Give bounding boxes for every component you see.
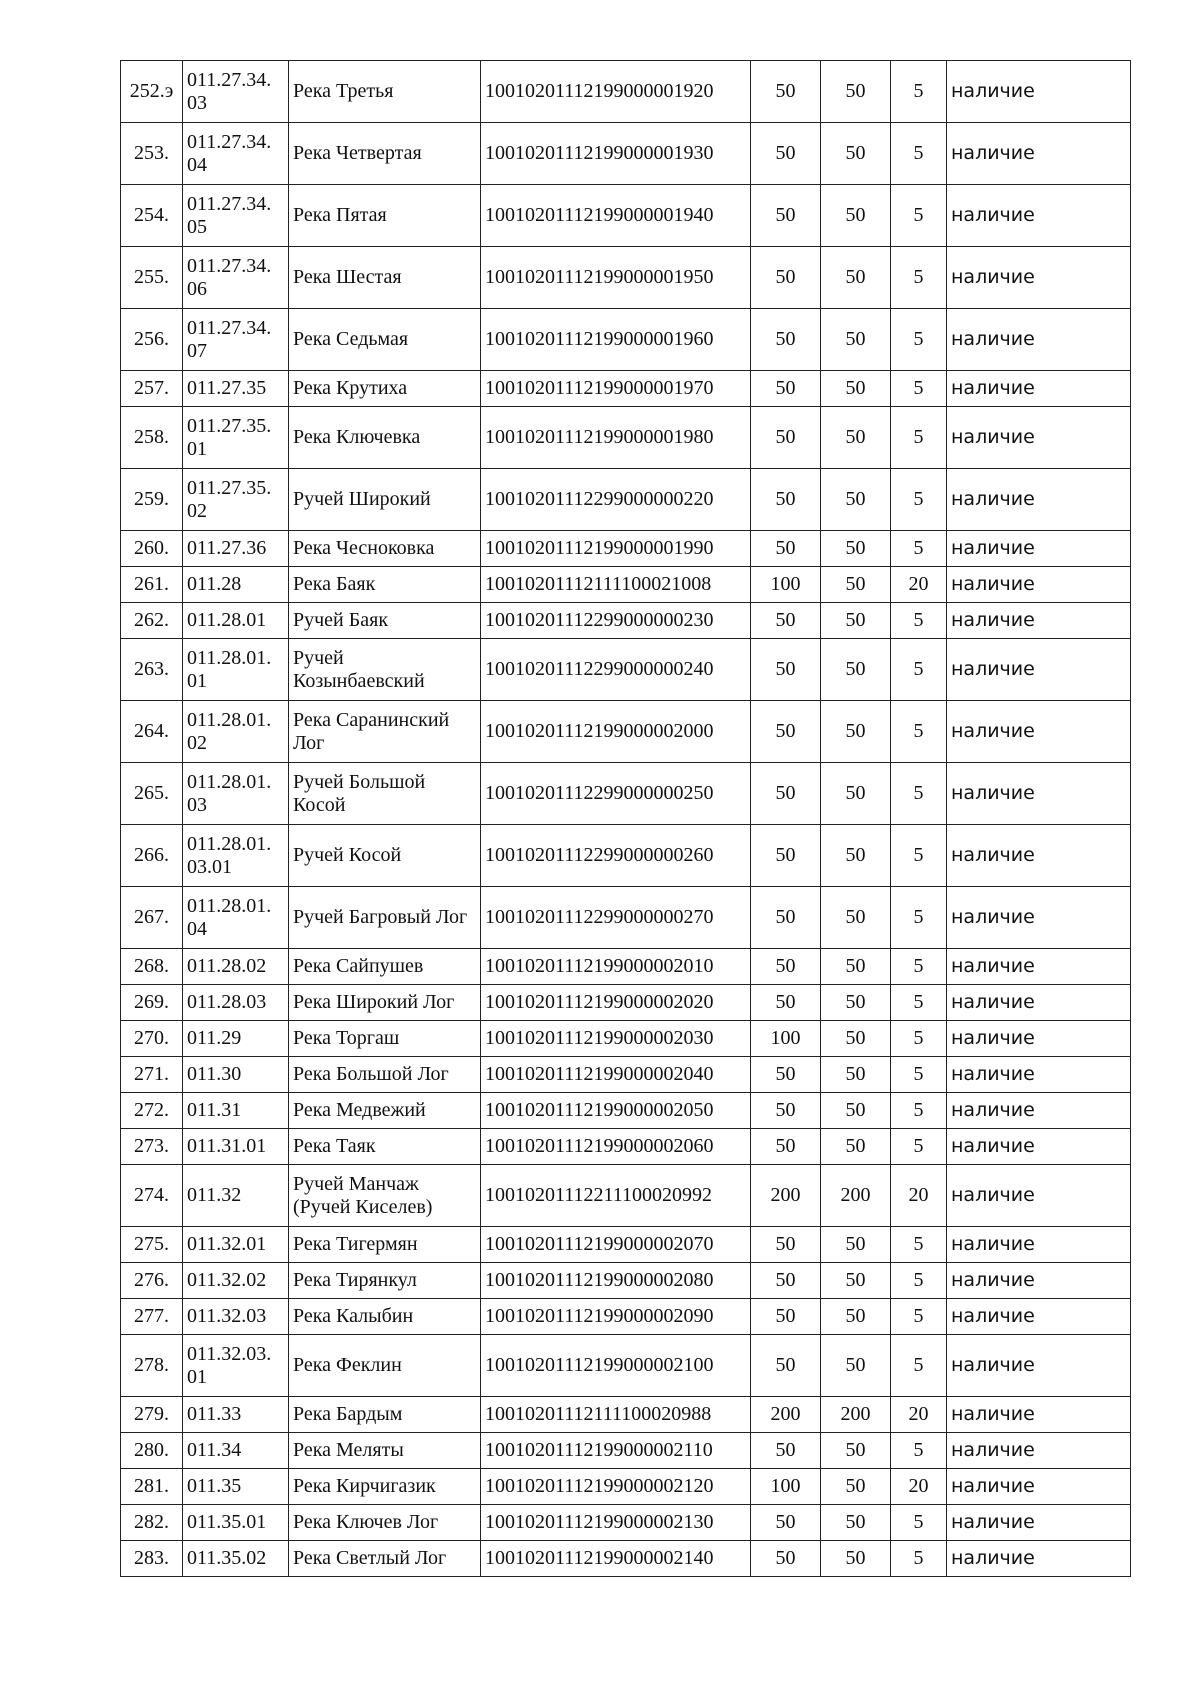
- value-a: 50: [751, 985, 821, 1021]
- value-a: 50: [751, 531, 821, 567]
- row-number: 280.: [121, 1433, 183, 1469]
- registry-id: 10010201112199000002070: [481, 1227, 751, 1263]
- table-row: [121, 407, 1131, 469]
- status-text: наличие: [947, 123, 1131, 185]
- value-b: 50: [821, 1093, 891, 1129]
- value-b: 50: [821, 701, 891, 763]
- registry-id: 10010201112199000002120: [481, 1469, 751, 1505]
- table-row: [121, 639, 1131, 701]
- table-row: [121, 1335, 1131, 1397]
- value-b: 50: [821, 185, 891, 247]
- value-a: 50: [751, 1335, 821, 1397]
- object-name: Река Ключевка: [289, 407, 481, 469]
- value-b: 50: [821, 1299, 891, 1335]
- object-code: 011.30: [183, 1057, 289, 1093]
- status-text: наличие: [947, 1227, 1131, 1263]
- object-code: 011.32.01: [183, 1227, 289, 1263]
- value-a: 50: [751, 1093, 821, 1129]
- object-name: Река Тигермян: [289, 1227, 481, 1263]
- table-row: [121, 1469, 1131, 1505]
- registry-id: 10010201112299000000270: [481, 887, 751, 949]
- row-number: 276.: [121, 1263, 183, 1299]
- value-b: 50: [821, 247, 891, 309]
- row-number: 261.: [121, 567, 183, 603]
- table-row: [121, 247, 1131, 309]
- status-text: наличие: [947, 985, 1131, 1021]
- status-text: наличие: [947, 1093, 1131, 1129]
- object-name: Ручей Большой Косой: [289, 763, 481, 825]
- registry-id: 10010201112111100021008: [481, 567, 751, 603]
- registry-id: 10010201112199000002040: [481, 1057, 751, 1093]
- value-c: 5: [891, 1263, 947, 1299]
- value-c: 5: [891, 1129, 947, 1165]
- status-text: наличие: [947, 887, 1131, 949]
- value-c: 5: [891, 985, 947, 1021]
- value-c: 20: [891, 1165, 947, 1227]
- table-row: [121, 1165, 1131, 1227]
- value-a: 50: [751, 1541, 821, 1577]
- row-number: 253.: [121, 123, 183, 185]
- table-row: [121, 985, 1131, 1021]
- value-b: 50: [821, 1469, 891, 1505]
- status-text: наличие: [947, 1129, 1131, 1165]
- object-name: Река Третья: [289, 61, 481, 123]
- value-a: 50: [751, 1263, 821, 1299]
- value-c: 5: [891, 371, 947, 407]
- status-text: наличие: [947, 469, 1131, 531]
- value-c: 20: [891, 1469, 947, 1505]
- object-code: 011.28.01. 01: [183, 639, 289, 701]
- value-b: 50: [821, 123, 891, 185]
- value-a: 50: [751, 639, 821, 701]
- table-row: [121, 309, 1131, 371]
- registry-id: 10010201112299000000220: [481, 469, 751, 531]
- registry-id: 10010201112199000002010: [481, 949, 751, 985]
- value-c: 5: [891, 309, 947, 371]
- status-text: наличие: [947, 1057, 1131, 1093]
- status-text: наличие: [947, 1335, 1131, 1397]
- value-b: 50: [821, 1541, 891, 1577]
- registry-id: 10010201112199000001970: [481, 371, 751, 407]
- object-code: 011.31.01: [183, 1129, 289, 1165]
- value-b: 50: [821, 407, 891, 469]
- object-name: Река Торгаш: [289, 1021, 481, 1057]
- value-c: 5: [891, 887, 947, 949]
- row-number: 279.: [121, 1397, 183, 1433]
- table-row: [121, 123, 1131, 185]
- object-code: 011.31: [183, 1093, 289, 1129]
- object-code: 011.27.35: [183, 371, 289, 407]
- object-name: Река Бардым: [289, 1397, 481, 1433]
- row-number: 267.: [121, 887, 183, 949]
- value-b: 50: [821, 1021, 891, 1057]
- row-number: 272.: [121, 1093, 183, 1129]
- value-c: 5: [891, 825, 947, 887]
- value-c: 5: [891, 639, 947, 701]
- value-b: 200: [821, 1165, 891, 1227]
- status-text: наличие: [947, 639, 1131, 701]
- object-name: Река Феклин: [289, 1335, 481, 1397]
- value-c: 5: [891, 61, 947, 123]
- row-number: 270.: [121, 1021, 183, 1057]
- object-code: 011.32.03: [183, 1299, 289, 1335]
- object-name: Река Сайпушев: [289, 949, 481, 985]
- value-a: 50: [751, 1129, 821, 1165]
- table-row: [121, 371, 1131, 407]
- value-a: 50: [751, 1057, 821, 1093]
- table-row: [121, 1541, 1131, 1577]
- object-name: Река Тирянкул: [289, 1263, 481, 1299]
- value-c: 5: [891, 1433, 947, 1469]
- value-c: 5: [891, 1227, 947, 1263]
- object-code: 011.28.01. 03: [183, 763, 289, 825]
- value-b: 50: [821, 531, 891, 567]
- object-code: 011.27.35. 02: [183, 469, 289, 531]
- registry-id: 10010201112299000000250: [481, 763, 751, 825]
- object-code: 011.28: [183, 567, 289, 603]
- status-text: наличие: [947, 309, 1131, 371]
- status-text: наличие: [947, 185, 1131, 247]
- registry-id: 10010201112199000001950: [481, 247, 751, 309]
- status-text: наличие: [947, 1433, 1131, 1469]
- object-name: Ручей Козынбаевский: [289, 639, 481, 701]
- object-code: 011.27.36: [183, 531, 289, 567]
- value-b: 50: [821, 1335, 891, 1397]
- value-a: 50: [751, 407, 821, 469]
- table-row: [121, 1299, 1131, 1335]
- table-row: [121, 469, 1131, 531]
- value-b: 50: [821, 1433, 891, 1469]
- value-b: 50: [821, 469, 891, 531]
- value-c: 20: [891, 1397, 947, 1433]
- value-a: 50: [751, 949, 821, 985]
- object-name: Река Большой Лог: [289, 1057, 481, 1093]
- value-a: 50: [751, 309, 821, 371]
- status-text: наличие: [947, 371, 1131, 407]
- table-row: [121, 1433, 1131, 1469]
- value-a: 50: [751, 887, 821, 949]
- object-name: Река Седьмая: [289, 309, 481, 371]
- value-c: 5: [891, 1057, 947, 1093]
- row-number: 278.: [121, 1335, 183, 1397]
- status-text: наличие: [947, 1263, 1131, 1299]
- registry-id: 10010201112199000002060: [481, 1129, 751, 1165]
- object-name: Река Чесноковка: [289, 531, 481, 567]
- value-a: 50: [751, 123, 821, 185]
- row-number: 268.: [121, 949, 183, 985]
- object-code: 011.35: [183, 1469, 289, 1505]
- object-name: Река Ключев Лог: [289, 1505, 481, 1541]
- row-number: 257.: [121, 371, 183, 407]
- object-code: 011.27.34. 07: [183, 309, 289, 371]
- row-number: 282.: [121, 1505, 183, 1541]
- object-name: Река Широкий Лог: [289, 985, 481, 1021]
- table-row: [121, 567, 1131, 603]
- table-row: [121, 603, 1131, 639]
- value-b: 50: [821, 949, 891, 985]
- object-name: Ручей Косой: [289, 825, 481, 887]
- value-b: 50: [821, 61, 891, 123]
- object-code: 011.28.01: [183, 603, 289, 639]
- status-text: наличие: [947, 1541, 1131, 1577]
- row-number: 263.: [121, 639, 183, 701]
- object-code: 011.32.02: [183, 1263, 289, 1299]
- status-text: наличие: [947, 603, 1131, 639]
- value-a: 50: [751, 825, 821, 887]
- registry-id: 10010201112299000000260: [481, 825, 751, 887]
- status-text: наличие: [947, 61, 1131, 123]
- row-number: 262.: [121, 603, 183, 639]
- value-a: 50: [751, 469, 821, 531]
- registry-id: 10010201112199000002110: [481, 1433, 751, 1469]
- table-row: [121, 1397, 1131, 1433]
- value-c: 5: [891, 763, 947, 825]
- value-c: 5: [891, 185, 947, 247]
- value-c: 5: [891, 949, 947, 985]
- status-text: наличие: [947, 949, 1131, 985]
- object-code: 011.34: [183, 1433, 289, 1469]
- value-b: 50: [821, 887, 891, 949]
- value-a: 50: [751, 247, 821, 309]
- object-code: 011.33: [183, 1397, 289, 1433]
- value-b: 50: [821, 371, 891, 407]
- value-a: 50: [751, 1433, 821, 1469]
- row-number: 252.э: [121, 61, 183, 123]
- row-number: 266.: [121, 825, 183, 887]
- registry-id: 10010201112199000002140: [481, 1541, 751, 1577]
- status-text: наличие: [947, 763, 1131, 825]
- table-row: [121, 1021, 1131, 1057]
- table-row: [121, 701, 1131, 763]
- registry-id: 10010201112199000001960: [481, 309, 751, 371]
- row-number: 254.: [121, 185, 183, 247]
- object-name: Ручей Багровый Лог: [289, 887, 481, 949]
- row-number: 255.: [121, 247, 183, 309]
- value-a: 50: [751, 371, 821, 407]
- table-row: [121, 61, 1131, 123]
- value-a: 50: [751, 185, 821, 247]
- object-code: 011.32.03. 01: [183, 1335, 289, 1397]
- value-c: 5: [891, 123, 947, 185]
- value-c: 5: [891, 469, 947, 531]
- registry-id: 10010201112199000002030: [481, 1021, 751, 1057]
- object-code: 011.35.02: [183, 1541, 289, 1577]
- row-number: 275.: [121, 1227, 183, 1263]
- status-text: наличие: [947, 1505, 1131, 1541]
- row-number: 277.: [121, 1299, 183, 1335]
- status-text: наличие: [947, 407, 1131, 469]
- value-a: 100: [751, 1021, 821, 1057]
- object-name: Река Кирчигазик: [289, 1469, 481, 1505]
- registry-id: 10010201112199000002090: [481, 1299, 751, 1335]
- table-row: [121, 1129, 1131, 1165]
- row-number: 269.: [121, 985, 183, 1021]
- registry-id: 10010201112299000000230: [481, 603, 751, 639]
- status-text: наличие: [947, 1469, 1131, 1505]
- value-a: 50: [751, 1505, 821, 1541]
- object-code: 011.27.35. 01: [183, 407, 289, 469]
- value-c: 5: [891, 1541, 947, 1577]
- value-c: 5: [891, 1505, 947, 1541]
- value-a: 100: [751, 1469, 821, 1505]
- value-a: 100: [751, 567, 821, 603]
- registry-id: 10010201112199000002130: [481, 1505, 751, 1541]
- object-code: 011.28.03: [183, 985, 289, 1021]
- row-number: 258.: [121, 407, 183, 469]
- value-a: 50: [751, 61, 821, 123]
- water-bodies-table: [120, 60, 1131, 1577]
- status-text: наличие: [947, 701, 1131, 763]
- row-number: 283.: [121, 1541, 183, 1577]
- value-a: 200: [751, 1165, 821, 1227]
- object-name: Ручей Манчаж (Ручей Киселев): [289, 1165, 481, 1227]
- object-name: Река Шестая: [289, 247, 481, 309]
- value-b: 200: [821, 1397, 891, 1433]
- registry-id: 10010201112199000001930: [481, 123, 751, 185]
- registry-id: 10010201112199000001920: [481, 61, 751, 123]
- value-a: 50: [751, 763, 821, 825]
- object-name: Река Саранинский Лог: [289, 701, 481, 763]
- value-b: 50: [821, 1129, 891, 1165]
- table-row: [121, 1263, 1131, 1299]
- value-a: 200: [751, 1397, 821, 1433]
- registry-id: 10010201112199000002020: [481, 985, 751, 1021]
- value-c: 5: [891, 1021, 947, 1057]
- value-c: 5: [891, 247, 947, 309]
- value-c: 5: [891, 603, 947, 639]
- registry-id: 10010201112199000002080: [481, 1263, 751, 1299]
- status-text: наличие: [947, 531, 1131, 567]
- registry-id: 10010201112199000002000: [481, 701, 751, 763]
- row-number: 271.: [121, 1057, 183, 1093]
- object-name: Река Калыбин: [289, 1299, 481, 1335]
- value-b: 50: [821, 603, 891, 639]
- value-c: 5: [891, 1299, 947, 1335]
- status-text: наличие: [947, 1299, 1131, 1335]
- value-b: 50: [821, 763, 891, 825]
- value-c: 5: [891, 531, 947, 567]
- status-text: наличие: [947, 1397, 1131, 1433]
- value-a: 50: [751, 603, 821, 639]
- table-row: [121, 1057, 1131, 1093]
- value-b: 50: [821, 1505, 891, 1541]
- object-code: 011.28.02: [183, 949, 289, 985]
- value-c: 5: [891, 407, 947, 469]
- registry-id: 10010201112199000002100: [481, 1335, 751, 1397]
- object-name: Река Пятая: [289, 185, 481, 247]
- status-text: наличие: [947, 1021, 1131, 1057]
- object-code: 011.35.01: [183, 1505, 289, 1541]
- object-name: Река Крутиха: [289, 371, 481, 407]
- value-b: 50: [821, 1263, 891, 1299]
- value-a: 50: [751, 701, 821, 763]
- object-code: 011.27.34. 03: [183, 61, 289, 123]
- object-code: 011.32: [183, 1165, 289, 1227]
- registry-id: 10010201112199000002050: [481, 1093, 751, 1129]
- object-code: 011.29: [183, 1021, 289, 1057]
- value-b: 50: [821, 567, 891, 603]
- object-code: 011.28.01. 03.01: [183, 825, 289, 887]
- object-name: Река Светлый Лог: [289, 1541, 481, 1577]
- object-name: Ручей Широкий: [289, 469, 481, 531]
- value-a: 50: [751, 1299, 821, 1335]
- table-row: [121, 1093, 1131, 1129]
- value-a: 50: [751, 1227, 821, 1263]
- value-c: 5: [891, 1093, 947, 1129]
- status-text: наличие: [947, 567, 1131, 603]
- table-row: [121, 531, 1131, 567]
- object-name: Река Меляты: [289, 1433, 481, 1469]
- value-c: 5: [891, 701, 947, 763]
- registry-id: 10010201112111100020988: [481, 1397, 751, 1433]
- registry-id: 10010201112211100020992: [481, 1165, 751, 1227]
- row-number: 259.: [121, 469, 183, 531]
- object-code: 011.28.01. 02: [183, 701, 289, 763]
- status-text: наличие: [947, 825, 1131, 887]
- object-name: Река Таяк: [289, 1129, 481, 1165]
- row-number: 273.: [121, 1129, 183, 1165]
- table-row: [121, 887, 1131, 949]
- table-row: [121, 949, 1131, 985]
- object-name: Река Четвертая: [289, 123, 481, 185]
- object-code: 011.28.01. 04: [183, 887, 289, 949]
- registry-id: 10010201112299000000240: [481, 639, 751, 701]
- value-b: 50: [821, 1057, 891, 1093]
- object-name: Река Баяк: [289, 567, 481, 603]
- object-code: 011.27.34. 04: [183, 123, 289, 185]
- value-c: 20: [891, 567, 947, 603]
- registry-id: 10010201112199000001980: [481, 407, 751, 469]
- row-number: 260.: [121, 531, 183, 567]
- value-c: 5: [891, 1335, 947, 1397]
- table-row: [121, 825, 1131, 887]
- table-row: [121, 763, 1131, 825]
- registry-id: 10010201112199000001940: [481, 185, 751, 247]
- value-b: 50: [821, 1227, 891, 1263]
- object-code: 011.27.34. 06: [183, 247, 289, 309]
- value-b: 50: [821, 825, 891, 887]
- row-number: 265.: [121, 763, 183, 825]
- row-number: 256.: [121, 309, 183, 371]
- table-row: [121, 1227, 1131, 1263]
- row-number: 274.: [121, 1165, 183, 1227]
- value-b: 50: [821, 309, 891, 371]
- table-row: [121, 1505, 1131, 1541]
- object-name: Река Медвежий: [289, 1093, 481, 1129]
- row-number: 281.: [121, 1469, 183, 1505]
- status-text: наличие: [947, 1165, 1131, 1227]
- registry-id: 10010201112199000001990: [481, 531, 751, 567]
- status-text: наличие: [947, 247, 1131, 309]
- table-row: [121, 185, 1131, 247]
- value-b: 50: [821, 985, 891, 1021]
- object-code: 011.27.34. 05: [183, 185, 289, 247]
- table-body: [121, 61, 1131, 1577]
- row-number: 264.: [121, 701, 183, 763]
- object-name: Ручей Баяк: [289, 603, 481, 639]
- value-b: 50: [821, 639, 891, 701]
